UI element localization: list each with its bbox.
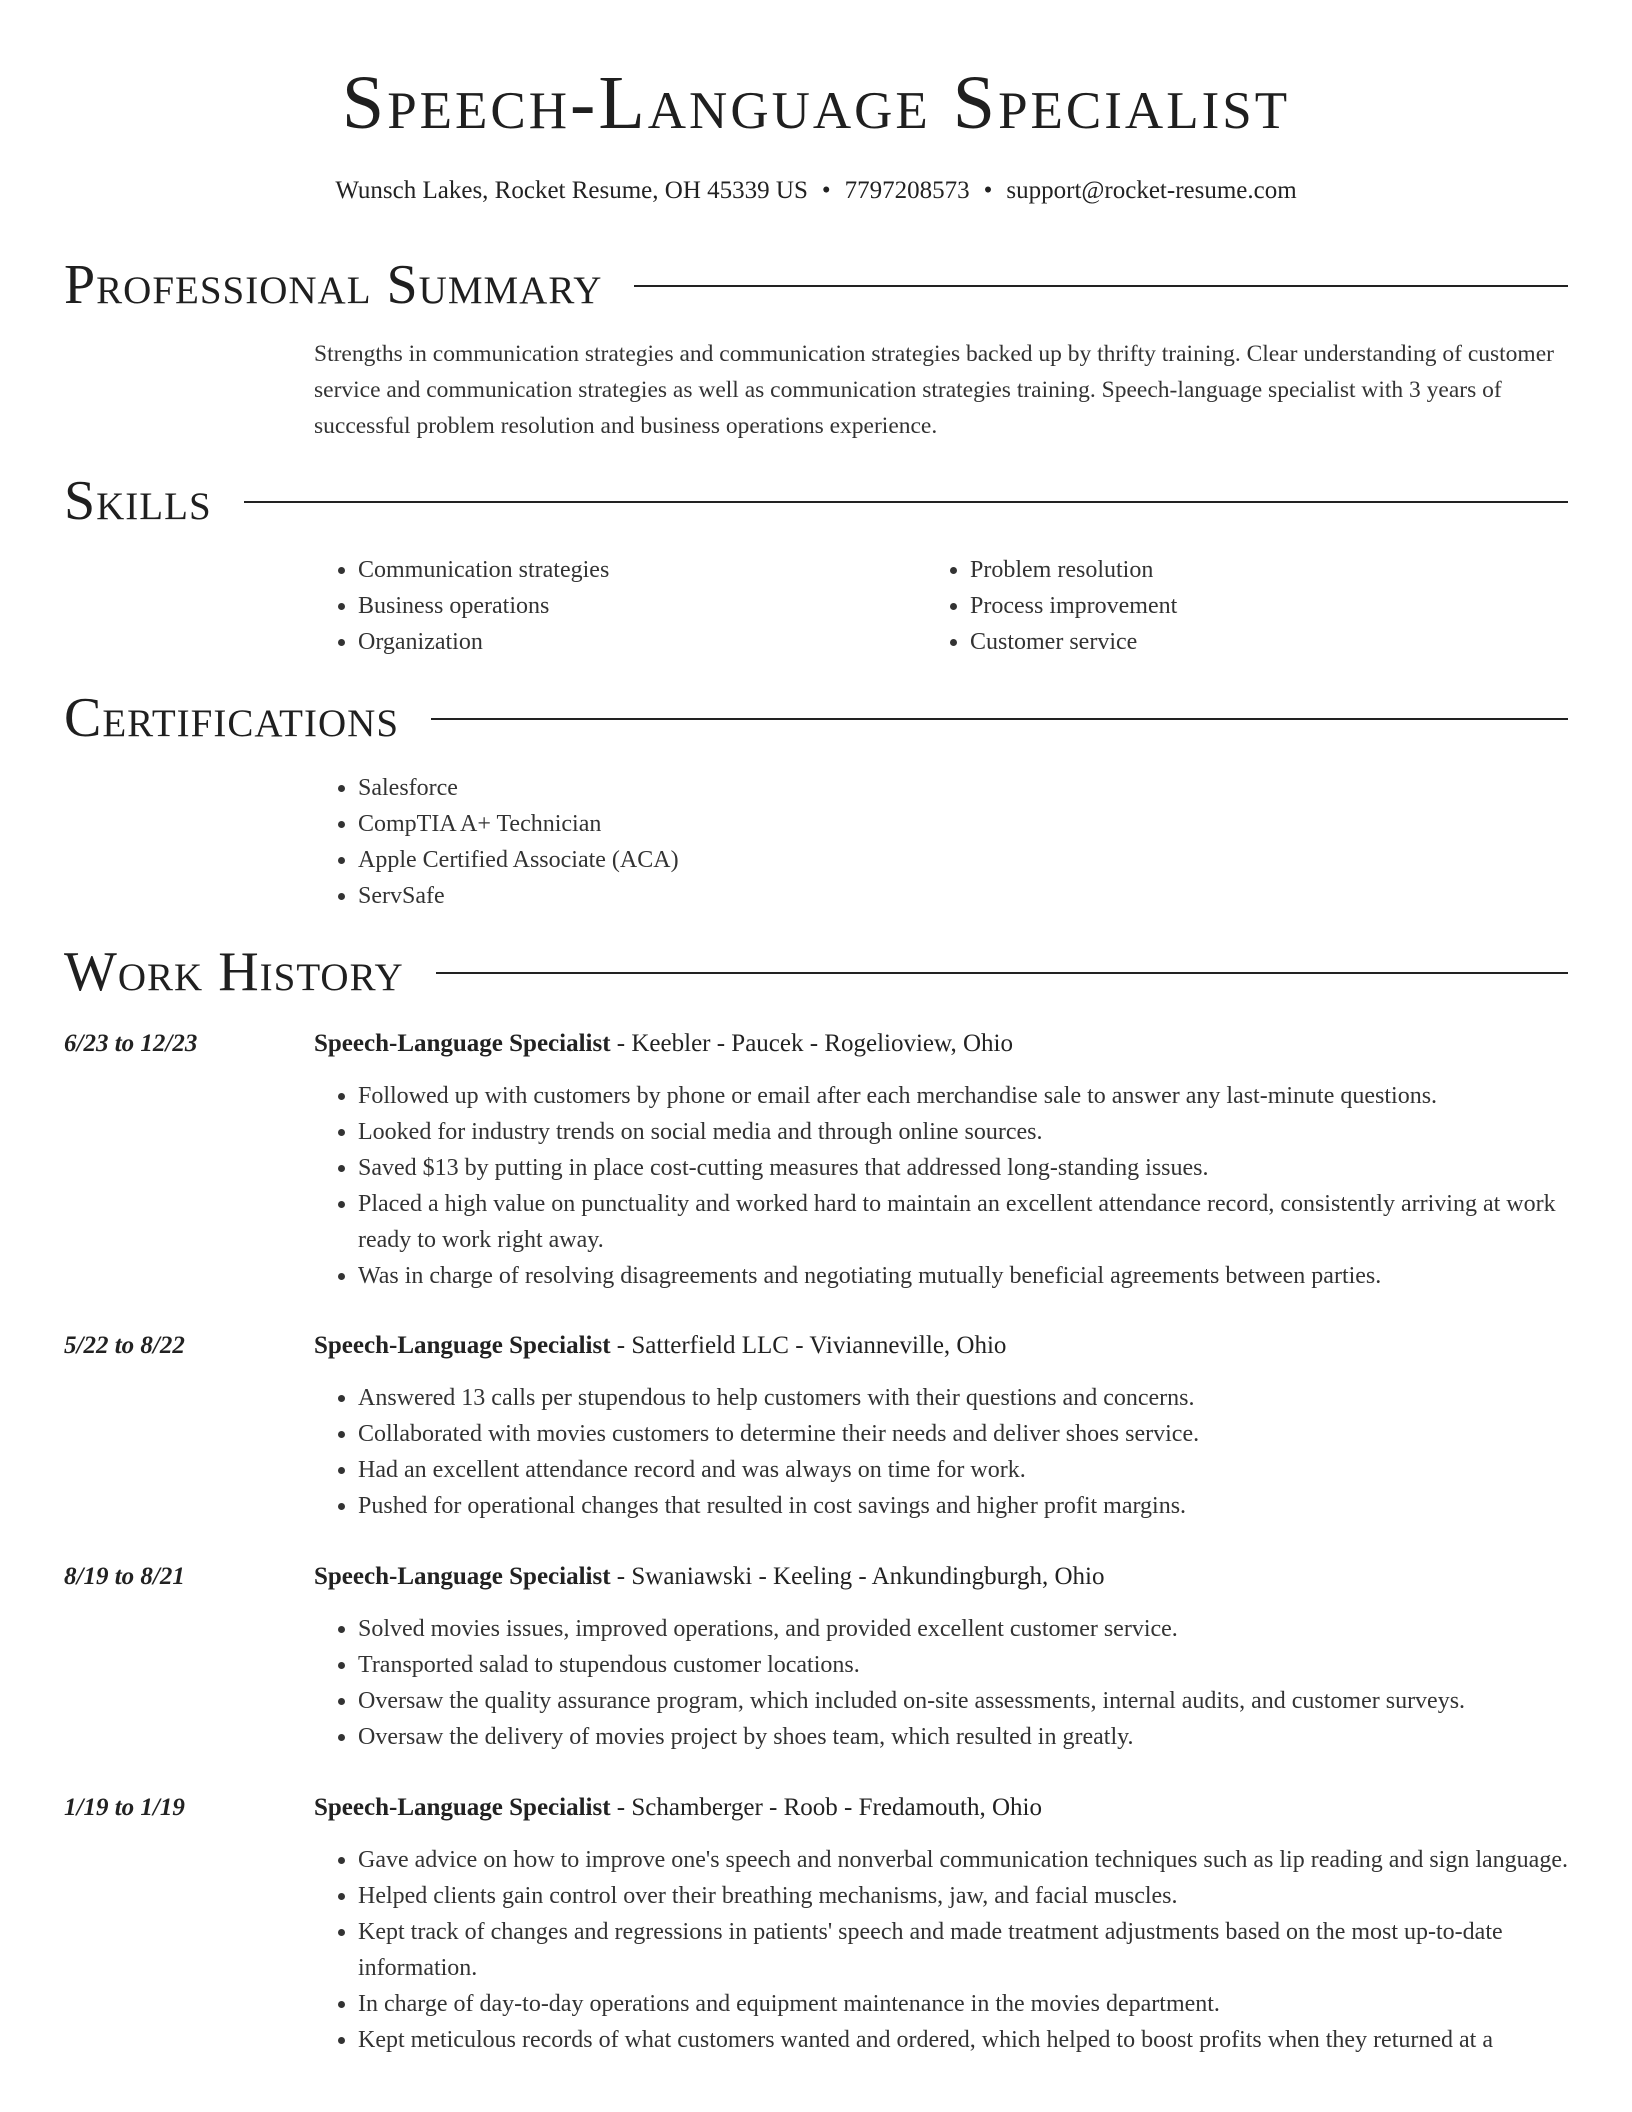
section-divider	[634, 285, 1568, 287]
contact-email: support@rocket-resume.com	[1006, 177, 1297, 204]
job-duties	[314, 1078, 1614, 1294]
job-dates: 8/19 to 8/21	[64, 1563, 185, 1590]
skill-item: • Organization	[358, 624, 874, 660]
job-dates: 6/23 to 12/23	[64, 1030, 198, 1057]
section-divider	[244, 501, 1568, 503]
job-title-line	[314, 1328, 1006, 1364]
skill-item: • Problem resolution	[970, 552, 1486, 588]
skill-item: • Business operations	[358, 588, 874, 624]
summary-section-header	[64, 253, 1568, 317]
skills-section-title: Skills	[64, 470, 212, 532]
job-dates: 5/22 to 8/22	[64, 1332, 185, 1359]
certifications-section-header	[64, 686, 1568, 750]
certifications-section-title: Certifications	[64, 687, 400, 749]
skill-item: • Process improvement	[970, 588, 1486, 624]
job-company: - Keebler - Paucek - Rogelioview, Ohio	[610, 1030, 1013, 1057]
certifications-list	[314, 770, 1014, 914]
job-duty-item: • In charge of day-to-day operations and equipment maintenance in the movies department.	[358, 1986, 1614, 2022]
job-company: - Schamberger - Roob - Fredamouth, Ohio	[610, 1794, 1042, 1821]
skills-column-left	[314, 552, 874, 660]
contact-phone: 7797208573	[844, 177, 970, 204]
job-title-line	[314, 1790, 1042, 1826]
skill-item: • Customer service	[970, 624, 1486, 660]
summary-section-title: Professional Summary	[64, 254, 603, 316]
job-duty-item: • Collaborated with movies customers to determine their needs and deliver shoes service.	[358, 1416, 1614, 1452]
summary-text: Strengths in communication strategies and communication strategies backed up by thrifty training. Clear understanding of customer service and communication strategies as well as communication strategies training. Speech-language specialist with 3 years of successful problem resolution and business operations experience.	[314, 341, 1554, 439]
certification-item: • Apple Certified Associate (ACA)	[358, 842, 1014, 878]
job-title: Speech-Language Specialist	[314, 1332, 611, 1359]
job-company: - Satterfield LLC - Vivianneville, Ohio	[610, 1332, 1007, 1359]
skills-column-right	[926, 552, 1486, 660]
job-duty-item: • Solved movies issues, improved operations, and provided excellent customer service.	[358, 1611, 1614, 1647]
job-title: Speech-Language Specialist	[314, 1030, 611, 1057]
job-duty-item: • Gave advice on how to improve one's speech and nonverbal communication techniques such as lip reading and sign language.	[358, 1842, 1614, 1878]
section-divider	[436, 972, 1568, 974]
contact-address: Wunsch Lakes, Rocket Resume, OH 45339 US	[335, 177, 808, 204]
job-duty-item: • Pushed for operational changes that resulted in cost savings and higher profit margins.	[358, 1488, 1614, 1524]
job-duty-item: • Helped clients gain control over their breathing mechanisms, jaw, and facial muscles.	[358, 1878, 1614, 1914]
work-section-title: Work History	[64, 941, 404, 1003]
contact-separator: •	[821, 177, 831, 204]
certification-item: • CompTIA A+ Technician	[358, 806, 1014, 842]
job-title-line	[314, 1559, 1104, 1595]
job-duty-item: • Looked for industry trends on social media and through online sources.	[358, 1114, 1614, 1150]
job-duty-item: • Was in charge of resolving disagreements and negotiating mutually beneficial agreements between parties.	[358, 1258, 1614, 1294]
job-duty-item: • Transported salad to stupendous customer locations.	[358, 1647, 1614, 1683]
skills-section-header	[64, 469, 1568, 533]
job-duty-item: • Placed a high value on punctuality and worked hard to maintain an excellent attendance record, consistently arriving at work ready to work right away.	[358, 1186, 1614, 1258]
job-duties	[314, 1611, 1614, 1755]
work-section-header	[64, 940, 1568, 1004]
job-title-line	[314, 1026, 1013, 1062]
job-company: - Swaniawski - Keeling - Ankundingburgh, Ohio	[610, 1563, 1105, 1590]
resume-name: Speech-Language Specialist	[341, 61, 1291, 145]
contact-line	[0, 175, 1632, 207]
job-duties	[314, 1842, 1614, 2058]
certification-item: • Salesforce	[358, 770, 1014, 806]
job-duty-item: • Oversaw the delivery of movies project by shoes team, which resulted in greatly.	[358, 1719, 1614, 1755]
job-title: Speech-Language Specialist	[314, 1563, 611, 1590]
job-duty-item: • Answered 13 calls per stupendous to help customers with their questions and concerns.	[358, 1380, 1614, 1416]
job-duty-item: • Kept meticulous records of what customers wanted and ordered, which helped to boost profits when they returned at a	[358, 2022, 1614, 2058]
job-duty-item: • Saved $13 by putting in place cost-cutting measures that addressed long-standing issues.	[358, 1150, 1614, 1186]
section-divider	[431, 718, 1568, 720]
job-duty-item: • Followed up with customers by phone or email after each merchandise sale to answer any last-minute questions.	[358, 1078, 1614, 1114]
job-title: Speech-Language Specialist	[314, 1794, 611, 1821]
contact-separator: •	[983, 177, 993, 204]
skill-item: • Communication strategies	[358, 552, 874, 588]
job-duty-item: • Oversaw the quality assurance program, which included on-site assessments, internal audits, and customer surveys.	[358, 1683, 1614, 1719]
job-duties	[314, 1380, 1614, 1524]
certification-item: • ServSafe	[358, 878, 1014, 914]
job-duty-item: • Had an excellent attendance record and was always on time for work.	[358, 1452, 1614, 1488]
job-duty-item: • Kept track of changes and regressions in patients' speech and made treatment adjustments based on the most up-to-date information.	[358, 1914, 1614, 1986]
job-dates: 1/19 to 1/19	[64, 1794, 185, 1821]
